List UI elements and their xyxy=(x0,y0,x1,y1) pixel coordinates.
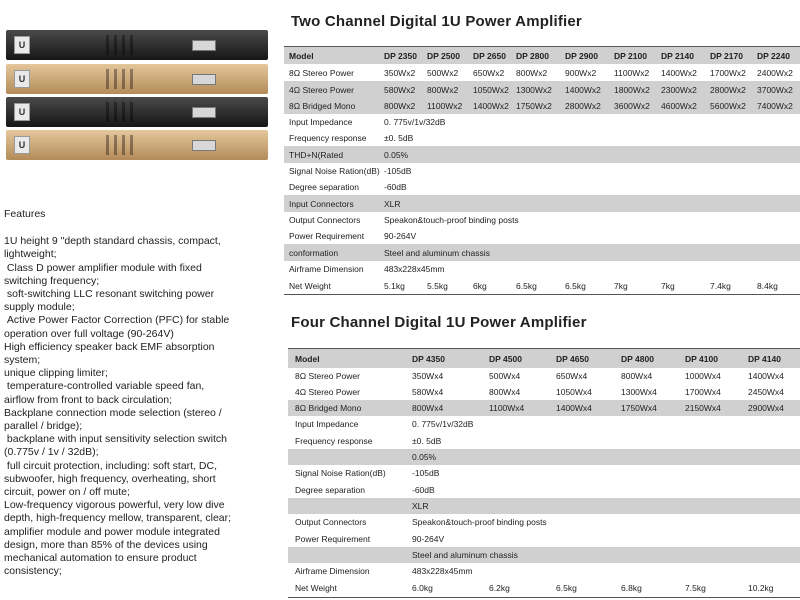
feature-line: mechanical automation to ensure product xyxy=(4,552,197,565)
table-row xyxy=(288,416,800,432)
spec-value: 900Wx2 xyxy=(565,67,597,78)
row-label: Net Weight xyxy=(289,280,331,291)
model-name: DP 4650 xyxy=(556,353,589,364)
spec-value: 1400Wx4 xyxy=(748,371,784,381)
table-row xyxy=(288,579,800,597)
spec-value: 1100Wx4 xyxy=(489,403,525,413)
feature-line: unique clipping limiter; xyxy=(4,367,108,380)
row-label: Power Requirement xyxy=(289,231,365,241)
feature-line: design, more than 85% of the devices using xyxy=(4,538,208,551)
model-name: DP 4500 xyxy=(489,353,522,364)
feature-line: full circuit protection, including: soft start, DC, xyxy=(4,459,218,472)
spec-value: 800Wx2 xyxy=(427,84,459,95)
table-row xyxy=(288,465,800,481)
spec-value: 7kg xyxy=(661,280,675,291)
spec-value: 1700Wx2 xyxy=(710,67,746,78)
amplifier-unit xyxy=(6,130,268,160)
features-title: Features xyxy=(4,208,46,220)
feature-line: High efficiency speaker back EMF absorption xyxy=(4,340,215,353)
spec-value: 2300Wx2 xyxy=(661,84,697,95)
row-label: Output Connectors xyxy=(295,517,367,527)
model-name: DP 4140 xyxy=(748,353,781,364)
amplifier-unit xyxy=(6,64,268,94)
table-row xyxy=(284,228,800,244)
spec-value: 7.5kg xyxy=(685,583,706,593)
spec-value: 2400Wx2 xyxy=(757,67,793,78)
spec-value: Steel and aluminum chassis xyxy=(412,550,518,560)
row-label: 8Ω Stereo Power xyxy=(295,371,360,381)
model-name: DP 2100 xyxy=(614,50,647,61)
table-row xyxy=(284,64,800,81)
model-name: DP 2500 xyxy=(427,50,460,61)
spec-value: 580Wx2 xyxy=(384,84,416,95)
row-label: Frequency response xyxy=(289,133,367,143)
feature-line: switching frequency; xyxy=(4,274,100,287)
feature-line: Low-frequency vigorous powerful, very low dive xyxy=(4,499,225,512)
spec-value: ±0. 5dB xyxy=(412,435,442,446)
spec-value: 2900Wx4 xyxy=(748,403,784,413)
spec-value: 0. 775v/1v/32dB xyxy=(412,419,474,429)
amplifier-unit xyxy=(6,30,268,60)
table-row xyxy=(288,400,800,416)
row-label: Input Impedance xyxy=(295,419,359,429)
feature-line: temperature-controlled variable speed fan, xyxy=(4,380,205,393)
table-row xyxy=(288,449,800,465)
row-label: Power Requirement xyxy=(295,533,371,544)
feature-line: consistency; xyxy=(4,565,62,578)
spec-value: 5.5kg xyxy=(427,280,448,291)
four-channel-title: Four Channel Digital 1U Power Amplifier xyxy=(291,314,587,331)
spec-value: 10.2kg xyxy=(748,583,774,593)
spec-value: 3600Wx2 xyxy=(614,101,650,111)
spec-value: -60dB xyxy=(412,484,435,495)
spec-value: 350Wx2 xyxy=(384,67,416,78)
feature-line: backplane with input sensitivity selection switch xyxy=(4,433,227,446)
spec-value: ±0. 5dB xyxy=(384,133,414,143)
spec-value: 6.2kg xyxy=(489,583,510,593)
four-channel-spec-table xyxy=(288,348,800,598)
two-channel-title: Two Channel Digital 1U Power Amplifier xyxy=(291,13,582,30)
features-section xyxy=(4,208,266,578)
brand-logo-icon: U xyxy=(14,36,30,54)
model-name: DP 4350 xyxy=(412,353,445,364)
spec-value: 580Wx4 xyxy=(412,387,444,397)
spec-value: 1800Wx2 xyxy=(614,84,650,95)
table-row xyxy=(284,244,800,261)
feature-line: subwoofer, high frequency, overheating, short xyxy=(4,472,216,485)
row-label: Input Impedance xyxy=(289,117,353,127)
spec-value: 0.05% xyxy=(384,149,409,160)
spec-value: 1750Wx2 xyxy=(516,101,552,111)
model-name: DP 2140 xyxy=(661,50,694,61)
table-row xyxy=(288,498,800,514)
feature-line: (0.775v / 1v / 32dB); xyxy=(4,446,99,459)
table-row xyxy=(284,163,800,179)
spec-value: 3700Wx2 xyxy=(757,84,793,95)
row-label: Signal Noise Ration(dB) xyxy=(289,166,380,176)
row-label: Model xyxy=(295,353,320,364)
spec-value: 650Wx4 xyxy=(556,371,588,381)
table-row xyxy=(288,547,800,563)
spec-value: 7400Wx2 xyxy=(757,101,793,111)
spec-value: 1050Wx2 xyxy=(473,84,509,95)
table-header-row xyxy=(284,47,800,64)
feature-line: 1U height 9 "depth standard chassis, compact, xyxy=(4,235,221,248)
table-row xyxy=(288,530,800,547)
row-label: Airframe Dimension xyxy=(289,264,364,274)
brand-logo-icon: U xyxy=(14,103,30,121)
features-list xyxy=(4,235,266,578)
row-label: Output Connectors xyxy=(289,215,361,225)
amplifier-unit xyxy=(6,97,268,127)
row-label: conformation xyxy=(289,247,339,258)
feature-line: soft-switching LLC resonant switching power xyxy=(4,288,215,301)
table-row xyxy=(284,212,800,228)
spec-value: 800Wx4 xyxy=(621,371,653,381)
spec-value: 350Wx4 xyxy=(412,371,444,381)
spec-value: 800Wx4 xyxy=(412,403,444,413)
spec-value: 1100Wx2 xyxy=(427,101,463,111)
spec-value: XLR xyxy=(412,501,429,511)
table-row xyxy=(288,481,800,498)
table-row xyxy=(284,114,800,130)
spec-value: -105dB xyxy=(412,468,440,478)
spec-value: 6kg xyxy=(473,280,487,291)
spec-value: 800Wx2 xyxy=(384,101,416,111)
row-label: Degree separation xyxy=(289,182,359,192)
spec-value: 800Wx4 xyxy=(489,387,521,397)
spec-value: Speakon&touch-proof binding posts xyxy=(384,215,519,225)
spec-value: 483x228x45mm xyxy=(384,264,445,274)
table-row xyxy=(284,195,800,212)
spec-value: 1300Wx4 xyxy=(621,387,657,397)
model-name: DP 4100 xyxy=(685,353,718,364)
table-row xyxy=(284,130,800,146)
row-label: 8Ω Bridged Mono xyxy=(295,403,362,413)
spec-value: 2150Wx4 xyxy=(685,403,721,413)
product-photo xyxy=(6,30,268,162)
table-header-row xyxy=(288,349,800,368)
spec-value: 6.5kg xyxy=(516,280,537,291)
model-name: DP 2800 xyxy=(516,50,549,61)
model-name: DP 2170 xyxy=(710,50,743,61)
spec-value: 1050Wx4 xyxy=(556,387,592,397)
row-label: Airframe Dimension xyxy=(295,566,370,576)
feature-line: system; xyxy=(4,354,41,367)
spec-value: 7kg xyxy=(614,280,628,291)
model-name: DP 2350 xyxy=(384,50,417,61)
row-label: Signal Noise Ration(dB) xyxy=(295,468,386,478)
spec-value: 1400Wx2 xyxy=(661,67,697,78)
spec-value: -60dB xyxy=(384,182,407,192)
spec-value: 2800Wx2 xyxy=(565,101,601,111)
spec-value: 1000Wx4 xyxy=(685,371,721,381)
feature-line: circuit, power on / off mute; xyxy=(4,486,130,499)
feature-line: supply module; xyxy=(4,301,75,314)
table-row xyxy=(284,261,800,277)
row-label: Frequency response xyxy=(295,435,373,446)
model-name: DP 2900 xyxy=(565,50,598,61)
brand-logo-icon: U xyxy=(14,70,30,88)
spec-value: 800Wx2 xyxy=(516,67,548,78)
spec-value: 1750Wx4 xyxy=(621,403,657,413)
spec-value: 1700Wx4 xyxy=(685,387,721,397)
row-label: Model xyxy=(289,50,314,61)
table-row xyxy=(284,81,800,98)
model-name: DP 4800 xyxy=(621,353,654,364)
feature-line: airflow from front to back circulation; xyxy=(4,393,173,406)
row-label: 8Ω Stereo Power xyxy=(289,67,354,78)
table-row xyxy=(284,98,800,114)
spec-value: 5.1kg xyxy=(384,280,405,291)
spec-value: 7.4kg xyxy=(710,280,731,291)
spec-value: 6.0kg xyxy=(412,583,433,593)
table-row xyxy=(288,514,800,530)
spec-value: 0.05% xyxy=(412,452,437,462)
model-name: DP 2650 xyxy=(473,50,506,61)
table-row xyxy=(288,384,800,400)
row-label: 4Ω Stereo Power xyxy=(295,387,360,397)
spec-value: 1400Wx2 xyxy=(565,84,601,95)
table-row xyxy=(288,563,800,579)
spec-value: 5600Wx2 xyxy=(710,101,746,111)
spec-value: XLR xyxy=(384,198,401,209)
spec-value: 1100Wx2 xyxy=(614,67,650,78)
feature-line: Active Power Factor Correction (PFC) for stable xyxy=(4,314,230,327)
spec-value: 1300Wx2 xyxy=(516,84,552,95)
feature-line: operation over full voltage (90-264V) xyxy=(4,327,174,340)
spec-value: 0. 775v/1v/32dB xyxy=(384,117,446,127)
model-name: DP 2240 xyxy=(757,50,790,61)
feature-line: lightweight; xyxy=(4,248,57,261)
spec-value: 90-264V xyxy=(412,533,445,544)
spec-value: 1400Wx4 xyxy=(556,403,592,413)
table-row xyxy=(288,432,800,449)
spec-value: 6.5kg xyxy=(556,583,577,593)
spec-value: -105dB xyxy=(384,166,412,176)
spec-value: 8.4kg xyxy=(757,280,778,291)
row-label: THD+N(Rated xyxy=(289,149,344,160)
spec-value: 500Wx4 xyxy=(489,371,521,381)
feature-line: parallel / bridge); xyxy=(4,420,83,433)
spec-value: 2450Wx4 xyxy=(748,387,784,397)
spec-value: Steel and aluminum chassis xyxy=(384,247,490,258)
spec-value: 1400Wx2 xyxy=(473,101,509,111)
spec-value: 500Wx2 xyxy=(427,67,459,78)
brand-logo-icon: U xyxy=(14,136,30,154)
row-label: 4Ω Stereo Power xyxy=(289,84,354,95)
two-channel-spec-table xyxy=(284,46,800,295)
table-row xyxy=(284,146,800,163)
spec-value: Speakon&touch-proof binding posts xyxy=(412,517,547,527)
spec-value: 4600Wx2 xyxy=(661,101,697,111)
row-label: Degree separation xyxy=(295,484,365,495)
row-label: 8Ω Bridged Mono xyxy=(289,101,356,111)
table-row xyxy=(288,368,800,384)
feature-line: Backplane connection mode selection (stereo / xyxy=(4,406,222,419)
row-label: Net Weight xyxy=(295,583,337,593)
spec-value: 2800Wx2 xyxy=(710,84,746,95)
spec-value: 650Wx2 xyxy=(473,67,505,78)
table-row xyxy=(284,277,800,294)
spec-value: 90-264V xyxy=(384,231,417,241)
spec-value: 6.8kg xyxy=(621,583,642,593)
table-row xyxy=(284,179,800,195)
row-label: Input Connectors xyxy=(289,198,354,209)
feature-line: depth, high-frequency mellow, transparent, clear; xyxy=(4,512,232,525)
feature-line: amplifier module and power module integrated xyxy=(4,525,220,538)
spec-value: 6.5kg xyxy=(565,280,586,291)
spec-value: 483x228x45mm xyxy=(412,566,473,576)
feature-line: Class D power amplifier module with fixed xyxy=(4,261,202,274)
